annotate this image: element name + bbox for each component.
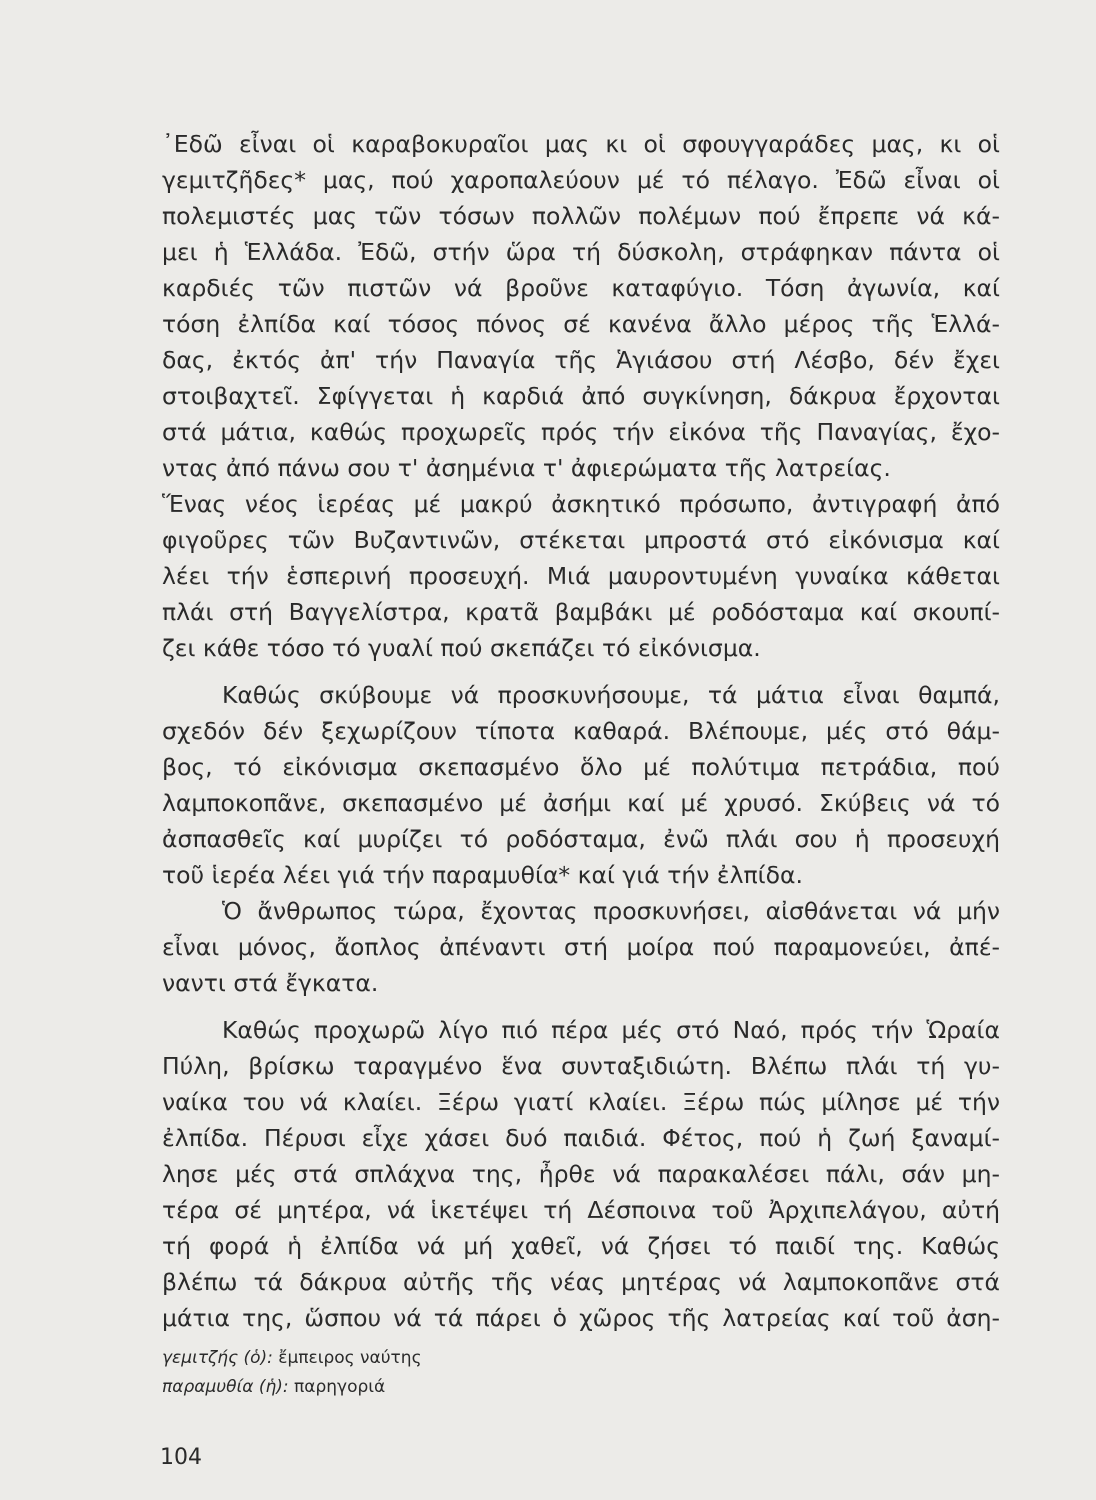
text-line: εἶναι μόνος, ἄοπλος ἀπέναντι στή μοίρα πού παραμονεύει, ἀπέ- — [162, 933, 1000, 961]
text-line: τή φορά ἡ ἐλπίδα νά μή χαθεῖ, νά ζήσει τό παιδί της. Καθώς — [162, 1232, 1000, 1260]
text-line: λέει τήν ἑσπερινή προσευχή. Μιά μαυροντυμένη γυναίκα κάθεται — [162, 562, 1000, 590]
text-line: Ἕνας νέος ἱερέας μέ μακρύ ἀσκητικό πρόσωπο, ἀντιγραφή ἀπό — [162, 490, 1000, 518]
text-line: πλάι στή Βαγγελίστρα, κρατᾶ βαμβάκι μέ ροδόσταμα καί σκουπί- — [162, 598, 1000, 626]
text-line: λησε μές στά σπλάχνα της, ἦρθε νά παρακαλέσει πάλι, σάν μη- — [162, 1160, 1000, 1188]
text-line: γεμιτζῆδες* μας, πού χαροπαλεύουν μέ τό πέλαγο. Ἐδῶ εἶναι οἱ — [162, 166, 1000, 194]
text-line: ᾿Εδῶ εἶναι οἱ καραβοκυραῖοι μας κι οἱ σφουγγαράδες μας, κι οἱ — [162, 130, 1000, 158]
text-line: βος, τό εἰκόνισμα σκεπασμένο ὅλο μέ πολύτιμα πετράδια, πού — [162, 753, 1000, 781]
text-line: ναντι στά ἔγκατα. — [162, 969, 379, 997]
footnote — [162, 1376, 385, 1398]
text-line: στοιβαχτεῖ. Σφίγγεται ἡ καρδιά ἀπό συγκίνηση, δάκρυα ἔρχονται — [162, 382, 1000, 410]
text-line: ναίκα του νά κλαίει. Ξέρω γιατί κλαίει. Ξέρω πώς μίλησε μέ τήν — [162, 1088, 1000, 1116]
text-line: ντας ἀπό πάνω σου τ' ἀσημένια τ' ἀφιερώματα τῆς λατρείας. — [162, 454, 891, 482]
text-line: ζει κάθε τόσο τό γυαλί πού σκεπάζει τό εἰκόνισμα. — [162, 634, 761, 662]
footnote-term: γεμιτζής (ὁ): — [162, 1348, 273, 1368]
text-line: τοῦ ἱερέα λέει γιά τήν παραμυθία* καί γιά τήν ἐλπίδα. — [162, 861, 803, 889]
body-text — [162, 126, 1000, 1336]
footnote-definition: ἔμπειρος ναύτης — [278, 1348, 422, 1368]
text-line: σχεδόν δέν ξεχωρίζουν τίποτα καθαρά. Βλέπουμε, μές στό θάμ- — [162, 717, 1000, 745]
text-line: Ὁ ἄνθρωπος τώρα, ἔχοντας προσκυνήσει, αἰσθάνεται νά μήν — [222, 897, 1000, 925]
text-line: πολεμιστές μας τῶν τόσων πολλῶν πολέμων πού ἔπρεπε νά κά- — [162, 202, 1000, 230]
footnote-definition: παρηγοριά — [294, 1377, 386, 1397]
text-line: τόση ἐλπίδα καί τόσος πόνος σέ κανένα ἄλλο μέρος τῆς Ἑλλά- — [162, 310, 1000, 338]
text-line: Πύλη, βρίσκω ταραγμένο ἕνα συνταξιδιώτη. Βλέπω πλάι τή γυ- — [162, 1052, 1000, 1080]
text-line: Καθώς σκύβουμε νά προσκυνήσουμε, τά μάτια εἶναι θαμπά, — [222, 681, 1000, 709]
text-line: φιγοῦρες τῶν Βυζαντινῶν, στέκεται μπροστά στό εἰκόνισμα καί — [162, 526, 1000, 554]
footnote-term: παραμυθία (ἡ): — [162, 1377, 289, 1397]
footnote — [162, 1347, 422, 1369]
text-line: βλέπω τά δάκρυα αὐτῆς τῆς νέας μητέρας νά λαμποκοπᾶνε στά — [162, 1268, 1000, 1296]
text-line: τέρα σέ μητέρα, νά ἱκετέψει τή Δέσποινα τοῦ Ἀρχιπελάγου, αὐτή — [162, 1196, 1000, 1224]
page-number: 104 — [160, 1445, 202, 1470]
text-line: ἀσπασθεῖς καί μυρίζει τό ροδόσταμα, ἐνῶ πλάι σου ἡ προσευχή — [162, 825, 1000, 853]
text-line: ἐλπίδα. Πέρυσι εἶχε χάσει δυό παιδιά. Φέτος, πού ἡ ζωή ξαναμί- — [162, 1124, 1000, 1152]
text-line: στά μάτια, καθώς προχωρεῖς πρός τήν εἰκόνα τῆς Παναγίας, ἔχο- — [162, 418, 1000, 446]
text-line: Καθώς προχωρῶ λίγο πιό πέρα μές στό Ναό, πρός τήν Ὡραία — [222, 1016, 1000, 1044]
text-line: λαμποκοπᾶνε, σκεπασμένο μέ ἀσήμι καί μέ χρυσό. Σκύβεις νά τό — [162, 789, 1000, 817]
text-line: δας, ἐκτός ἀπ' τήν Παναγία τῆς Ἁγιάσου στή Λέσβο, δέν ἔχει — [162, 346, 1000, 374]
text-line: μει ἡ Ἑλλάδα. Ἐδῶ, στήν ὥρα τή δύσκολη, στράφηκαν πάντα οἱ — [162, 238, 1000, 266]
text-line: μάτια της, ὥσπου νά τά πάρει ὁ χῶρος τῆς λατρείας καί τοῦ ἀση- — [162, 1304, 1000, 1332]
text-line: καρδιές τῶν πιστῶν νά βροῦνε καταφύγιο. Τόση ἀγωνία, καί — [162, 274, 1000, 302]
